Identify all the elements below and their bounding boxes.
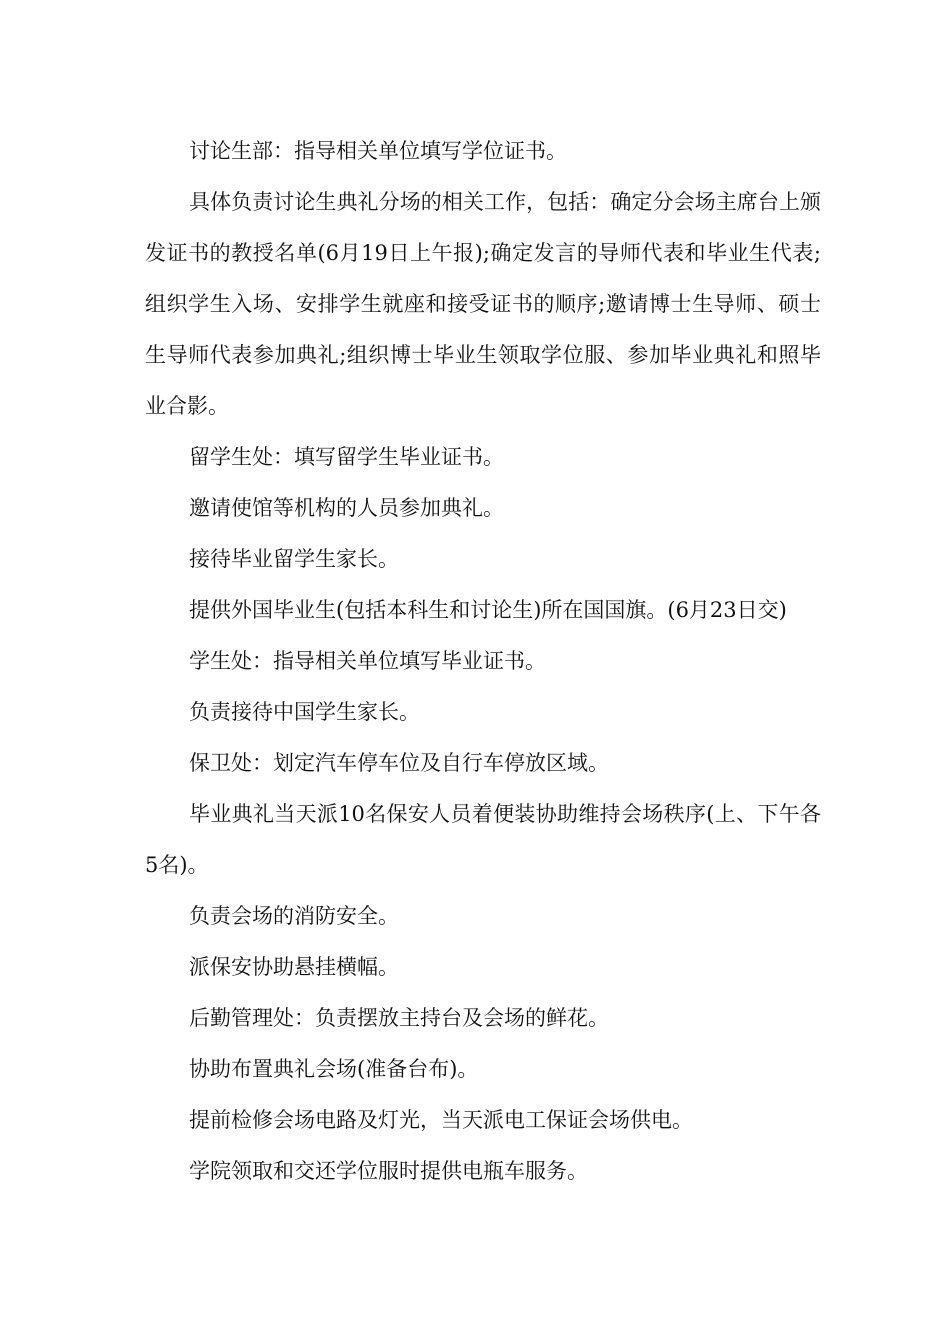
- paragraph: 派保安协助悬挂横幅。: [189, 955, 399, 979]
- paragraph: 具体负责讨论生典礼分场的相关工作，包括：确定分会场主席台上颁发证书的教授名单(6月19日上午报);确定发言的导师代表和毕业生代表;组织学生入场、安排学生就座和接受证书的顺序;邀请博士生导师、硕士生导师代表参加典礼;组织博士毕业生领取学位服、参加毕业典礼和照毕业合影。: [145, 190, 821, 418]
- paragraph: 邀请使馆等机构的人员参加典礼。: [189, 496, 504, 520]
- paragraph: 学院领取和交还学位服时提供电瓶车服务。: [189, 1159, 588, 1183]
- document-body: [145, 126, 821, 1197]
- paragraph: 保卫处：划定汽车停车位及自行车停放区域。: [189, 751, 609, 775]
- paragraph: 提供外国毕业生(包括本科生和讨论生)所在国国旗。(6月23日交): [189, 598, 787, 622]
- paragraph: 协助布置典礼会场(准备台布)。: [189, 1057, 479, 1081]
- paragraph: 毕业典礼当天派10名保安人员着便装协助维持会场秩序(上、下午各5名)。: [145, 802, 821, 877]
- paragraph: 接待毕业留学生家长。: [189, 547, 399, 571]
- paragraph: 提前检修会场电路及灯光，当天派电工保证会场供电。: [189, 1108, 693, 1132]
- paragraph: 讨论生部：指导相关单位填写学位证书。: [189, 139, 567, 163]
- paragraph: 后勤管理处：负责摆放主持台及会场的鲜花。: [189, 1006, 609, 1030]
- paragraph: 留学生处：填写留学生毕业证书。: [189, 445, 504, 469]
- paragraph: 负责会场的消防安全。: [189, 904, 399, 928]
- paragraph: 负责接待中国学生家长。: [189, 700, 420, 724]
- paragraph: 学生处：指导相关单位填写毕业证书。: [189, 649, 546, 673]
